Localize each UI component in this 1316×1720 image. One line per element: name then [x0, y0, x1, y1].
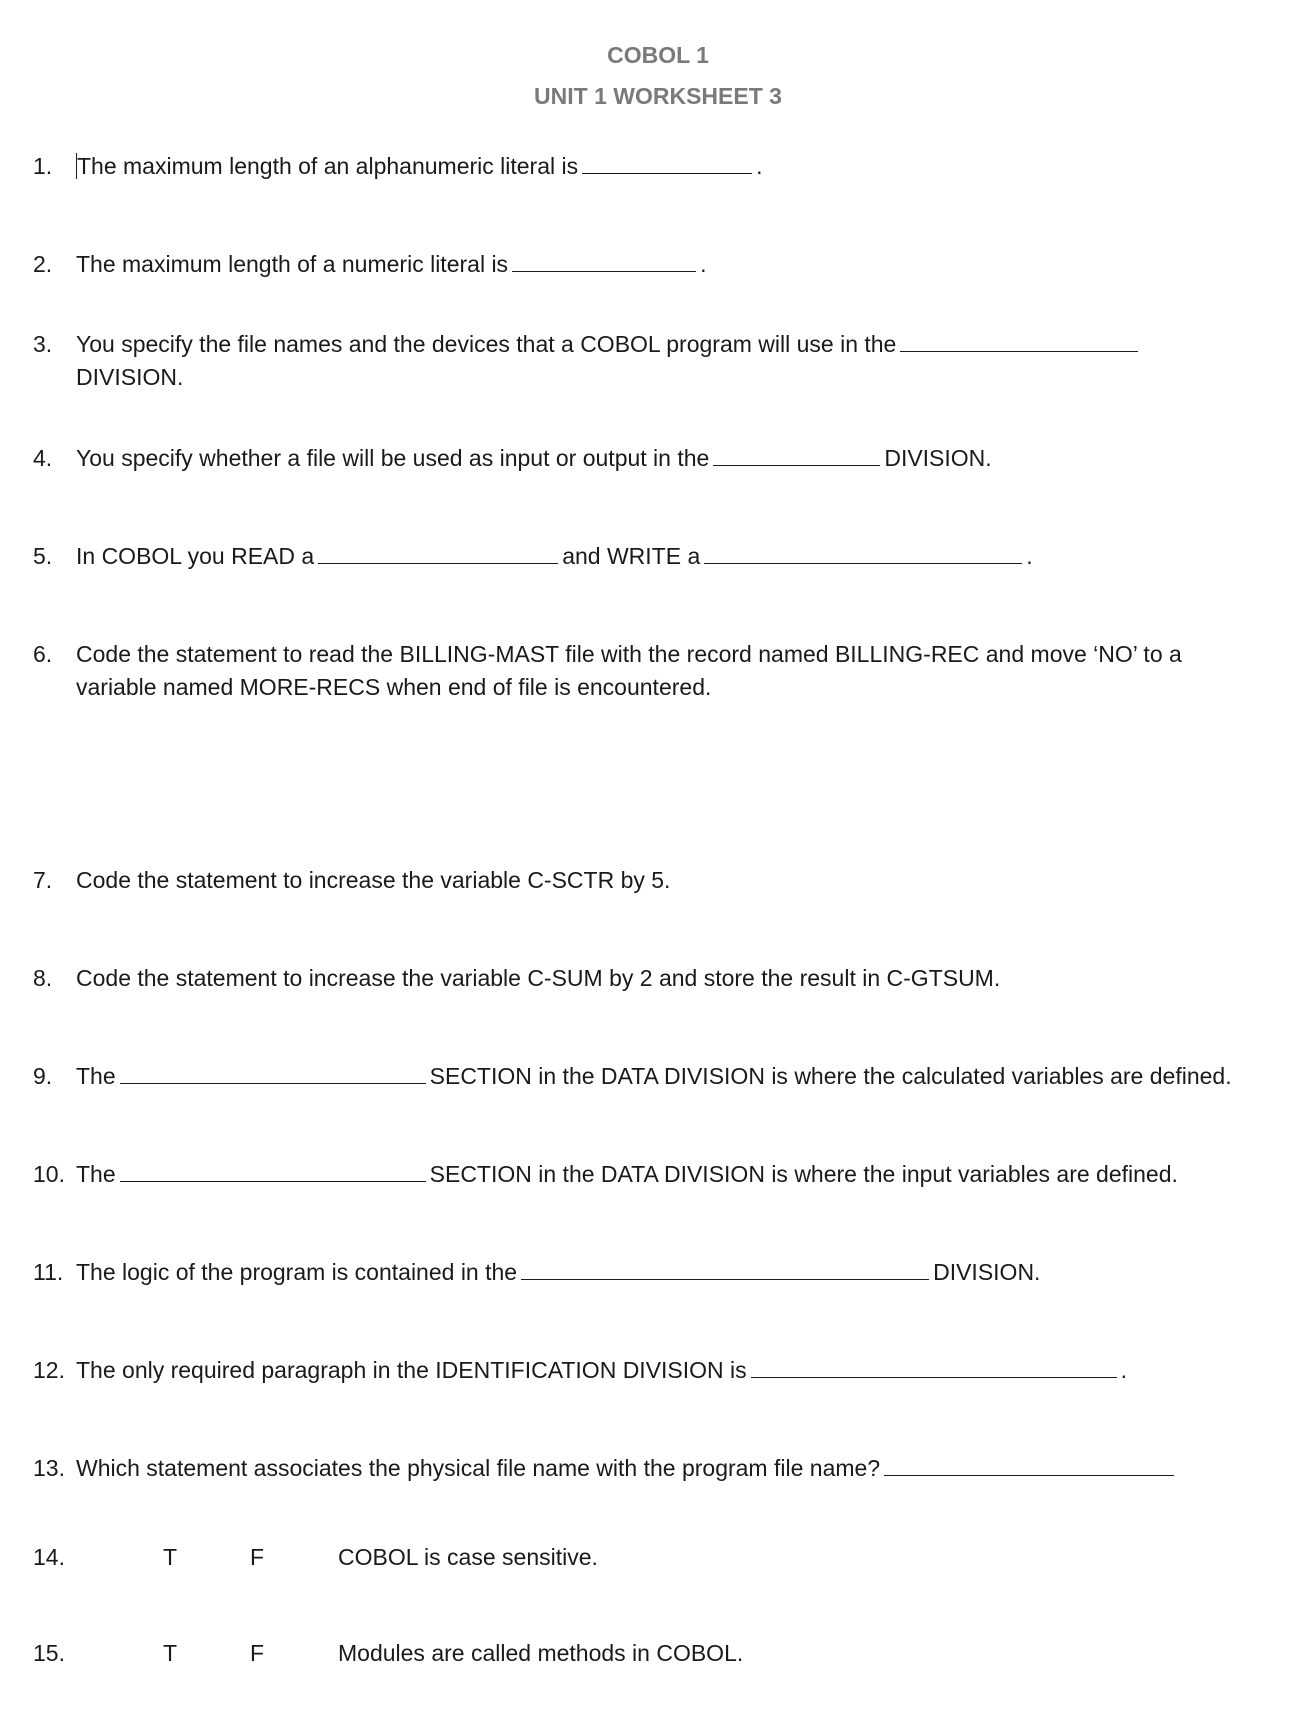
- question-end: DIVISION.: [933, 1259, 1041, 1285]
- page-subtitle: UNIT 1 WORKSHEET 3: [534, 83, 782, 109]
- question-12: [33, 1354, 1283, 1387]
- answer-blank[interactable]: [751, 1355, 1117, 1378]
- question-text: Modules are called methods in COBOL.: [338, 1640, 744, 1666]
- answer-blank[interactable]: [120, 1061, 426, 1084]
- answer-blank[interactable]: [120, 1159, 426, 1182]
- question-5: [33, 540, 1283, 573]
- question-11: [33, 1256, 1283, 1289]
- question-end: .: [1120, 1357, 1128, 1383]
- true-option[interactable]: T: [163, 1640, 178, 1666]
- question-2: [33, 248, 1283, 281]
- question-text: The: [76, 1161, 116, 1187]
- false-option[interactable]: F: [250, 1544, 265, 1570]
- question-text: Code the statement to increase the variable C-SCTR by 5.: [76, 867, 671, 893]
- question-6: [33, 638, 1283, 704]
- question-text: The maximum length of an alphanumeric literal is: [77, 153, 579, 179]
- question-end: .: [756, 153, 763, 179]
- question-number: 13.: [33, 1455, 65, 1481]
- answer-blank[interactable]: [884, 1453, 1174, 1476]
- question-9: [33, 1060, 1283, 1093]
- question-number: 15.: [33, 1640, 65, 1666]
- question-text: You specify whether a file will be used as input or output in the: [76, 445, 710, 471]
- page-title: COBOL 1: [607, 42, 709, 68]
- question-1: [33, 150, 1283, 183]
- question-text: You specify the file names and the devices that a COBOL program will use in the: [76, 331, 897, 357]
- question-number: 14.: [33, 1544, 65, 1570]
- question-number: 4.: [33, 445, 53, 471]
- question-text: The only required paragraph in the IDENTIFICATION DIVISION is: [76, 1357, 747, 1383]
- answer-blank[interactable]: [318, 541, 558, 564]
- question-number: 3.: [33, 331, 53, 357]
- question-end: DIVISION.: [884, 445, 992, 471]
- question-8: [33, 962, 1283, 995]
- question-text: In COBOL you READ a: [76, 543, 315, 569]
- question-text-line2: variable named MORE-RECS when end of file is encountered.: [76, 674, 712, 700]
- question-mid: and WRITE a: [562, 543, 701, 569]
- question-end: .: [1026, 543, 1033, 569]
- question-text: The logic of the program is contained in the: [76, 1259, 518, 1285]
- question-number: 6.: [33, 641, 53, 667]
- answer-blank[interactable]: [521, 1257, 929, 1280]
- question-number: 9.: [33, 1063, 53, 1089]
- question-4: [33, 442, 1283, 475]
- question-7: [33, 864, 1283, 897]
- question-text: The maximum length of a numeric literal is: [76, 251, 509, 277]
- question-text-line2: DIVISION.: [76, 364, 184, 390]
- question-end: .: [700, 251, 707, 277]
- question-number: 1.: [33, 153, 53, 179]
- question-number: 10.: [33, 1161, 65, 1187]
- question-10: [33, 1158, 1283, 1191]
- answer-blank[interactable]: [713, 443, 880, 466]
- answer-blank[interactable]: [582, 151, 752, 174]
- question-text: The: [76, 1063, 116, 1089]
- question-text: COBOL is case sensitive.: [338, 1544, 598, 1570]
- question-3: [33, 328, 1283, 394]
- question-number: 2.: [33, 251, 53, 277]
- question-number: 12.: [33, 1357, 65, 1383]
- question-text: Code the statement to read the BILLING-MAST file with the record named BILLING-REC and move ‘NO’ to a: [76, 641, 1182, 667]
- answer-blank[interactable]: [512, 249, 696, 272]
- question-number: 7.: [33, 867, 53, 893]
- question-number: 8.: [33, 965, 53, 991]
- question-number: 11.: [33, 1259, 64, 1285]
- answer-blank[interactable]: [900, 329, 1138, 352]
- true-option[interactable]: T: [163, 1544, 178, 1570]
- question-text: Which statement associates the physical file name with the program file name?: [76, 1455, 881, 1481]
- question-end: SECTION in the DATA DIVISION is where the input variables are defined.: [429, 1161, 1178, 1187]
- answer-blank[interactable]: [704, 541, 1022, 564]
- question-13: [33, 1452, 1283, 1485]
- question-number: 5.: [33, 543, 53, 569]
- question-end: SECTION in the DATA DIVISION is where the calculated variables are defined.: [429, 1063, 1232, 1089]
- false-option[interactable]: F: [250, 1640, 265, 1666]
- question-text: Code the statement to increase the variable C-SUM by 2 and store the result in C-GTSUM.: [76, 965, 1001, 991]
